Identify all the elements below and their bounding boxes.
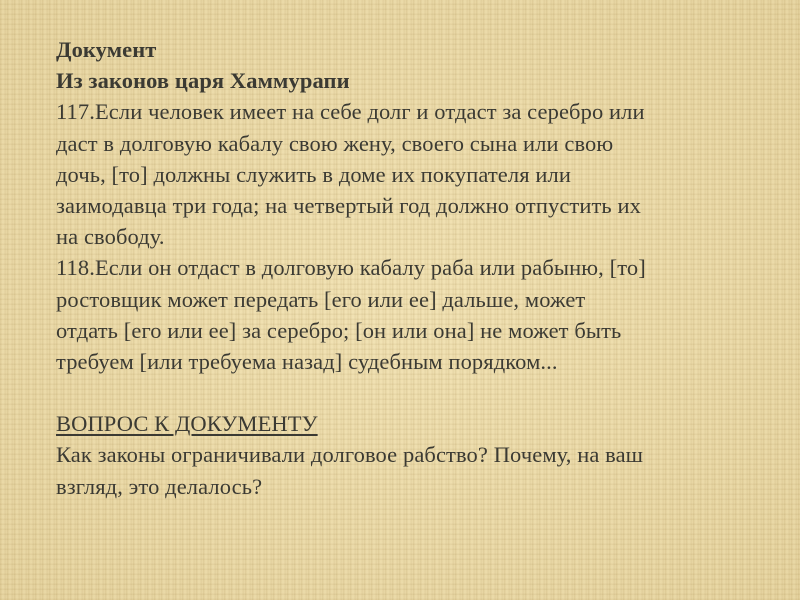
law-117-paragraph (56, 96, 756, 252)
question-line: Как законы ограничивали долговое рабство? Почему, на ваш (56, 442, 644, 468)
question-heading: ВОПРОС К ДОКУМЕНТУ (56, 411, 318, 437)
law-118-line: ростовщик может передать [его или ее] дальше, может (56, 286, 586, 312)
law-117-line: на свободу. (56, 224, 165, 250)
paragraph-spacer (56, 377, 756, 408)
slide-content (56, 34, 756, 502)
law-117-line: дочь, [то] должны служить в доме их покупателя или (56, 161, 571, 187)
law-118-line: требуем [или требуема назад] судебным порядком... (56, 349, 558, 375)
law-118-line: 118.Если он отдаст в долговую кабалу раба или рабыню, [то] (56, 255, 646, 281)
document-title: Из законов царя Хаммурапи (56, 68, 350, 94)
document-label: Документ (56, 37, 157, 62)
law-117-line: даст в долговую кабалу свою жену, своего сына или свою (56, 130, 614, 156)
law-118-line: отдать [его или ее] за серебро; [он или она] не может быть (56, 317, 622, 343)
law-117-line: заимодавца три года; на четвертый год должно отпустить их (56, 193, 641, 219)
law-118-paragraph (56, 252, 756, 377)
question-text (56, 439, 756, 501)
law-117-line: 117.Если человек имеет на себе долг и отдаст за серебро или (56, 99, 645, 125)
question-line: взгляд, это делалось? (56, 473, 263, 499)
